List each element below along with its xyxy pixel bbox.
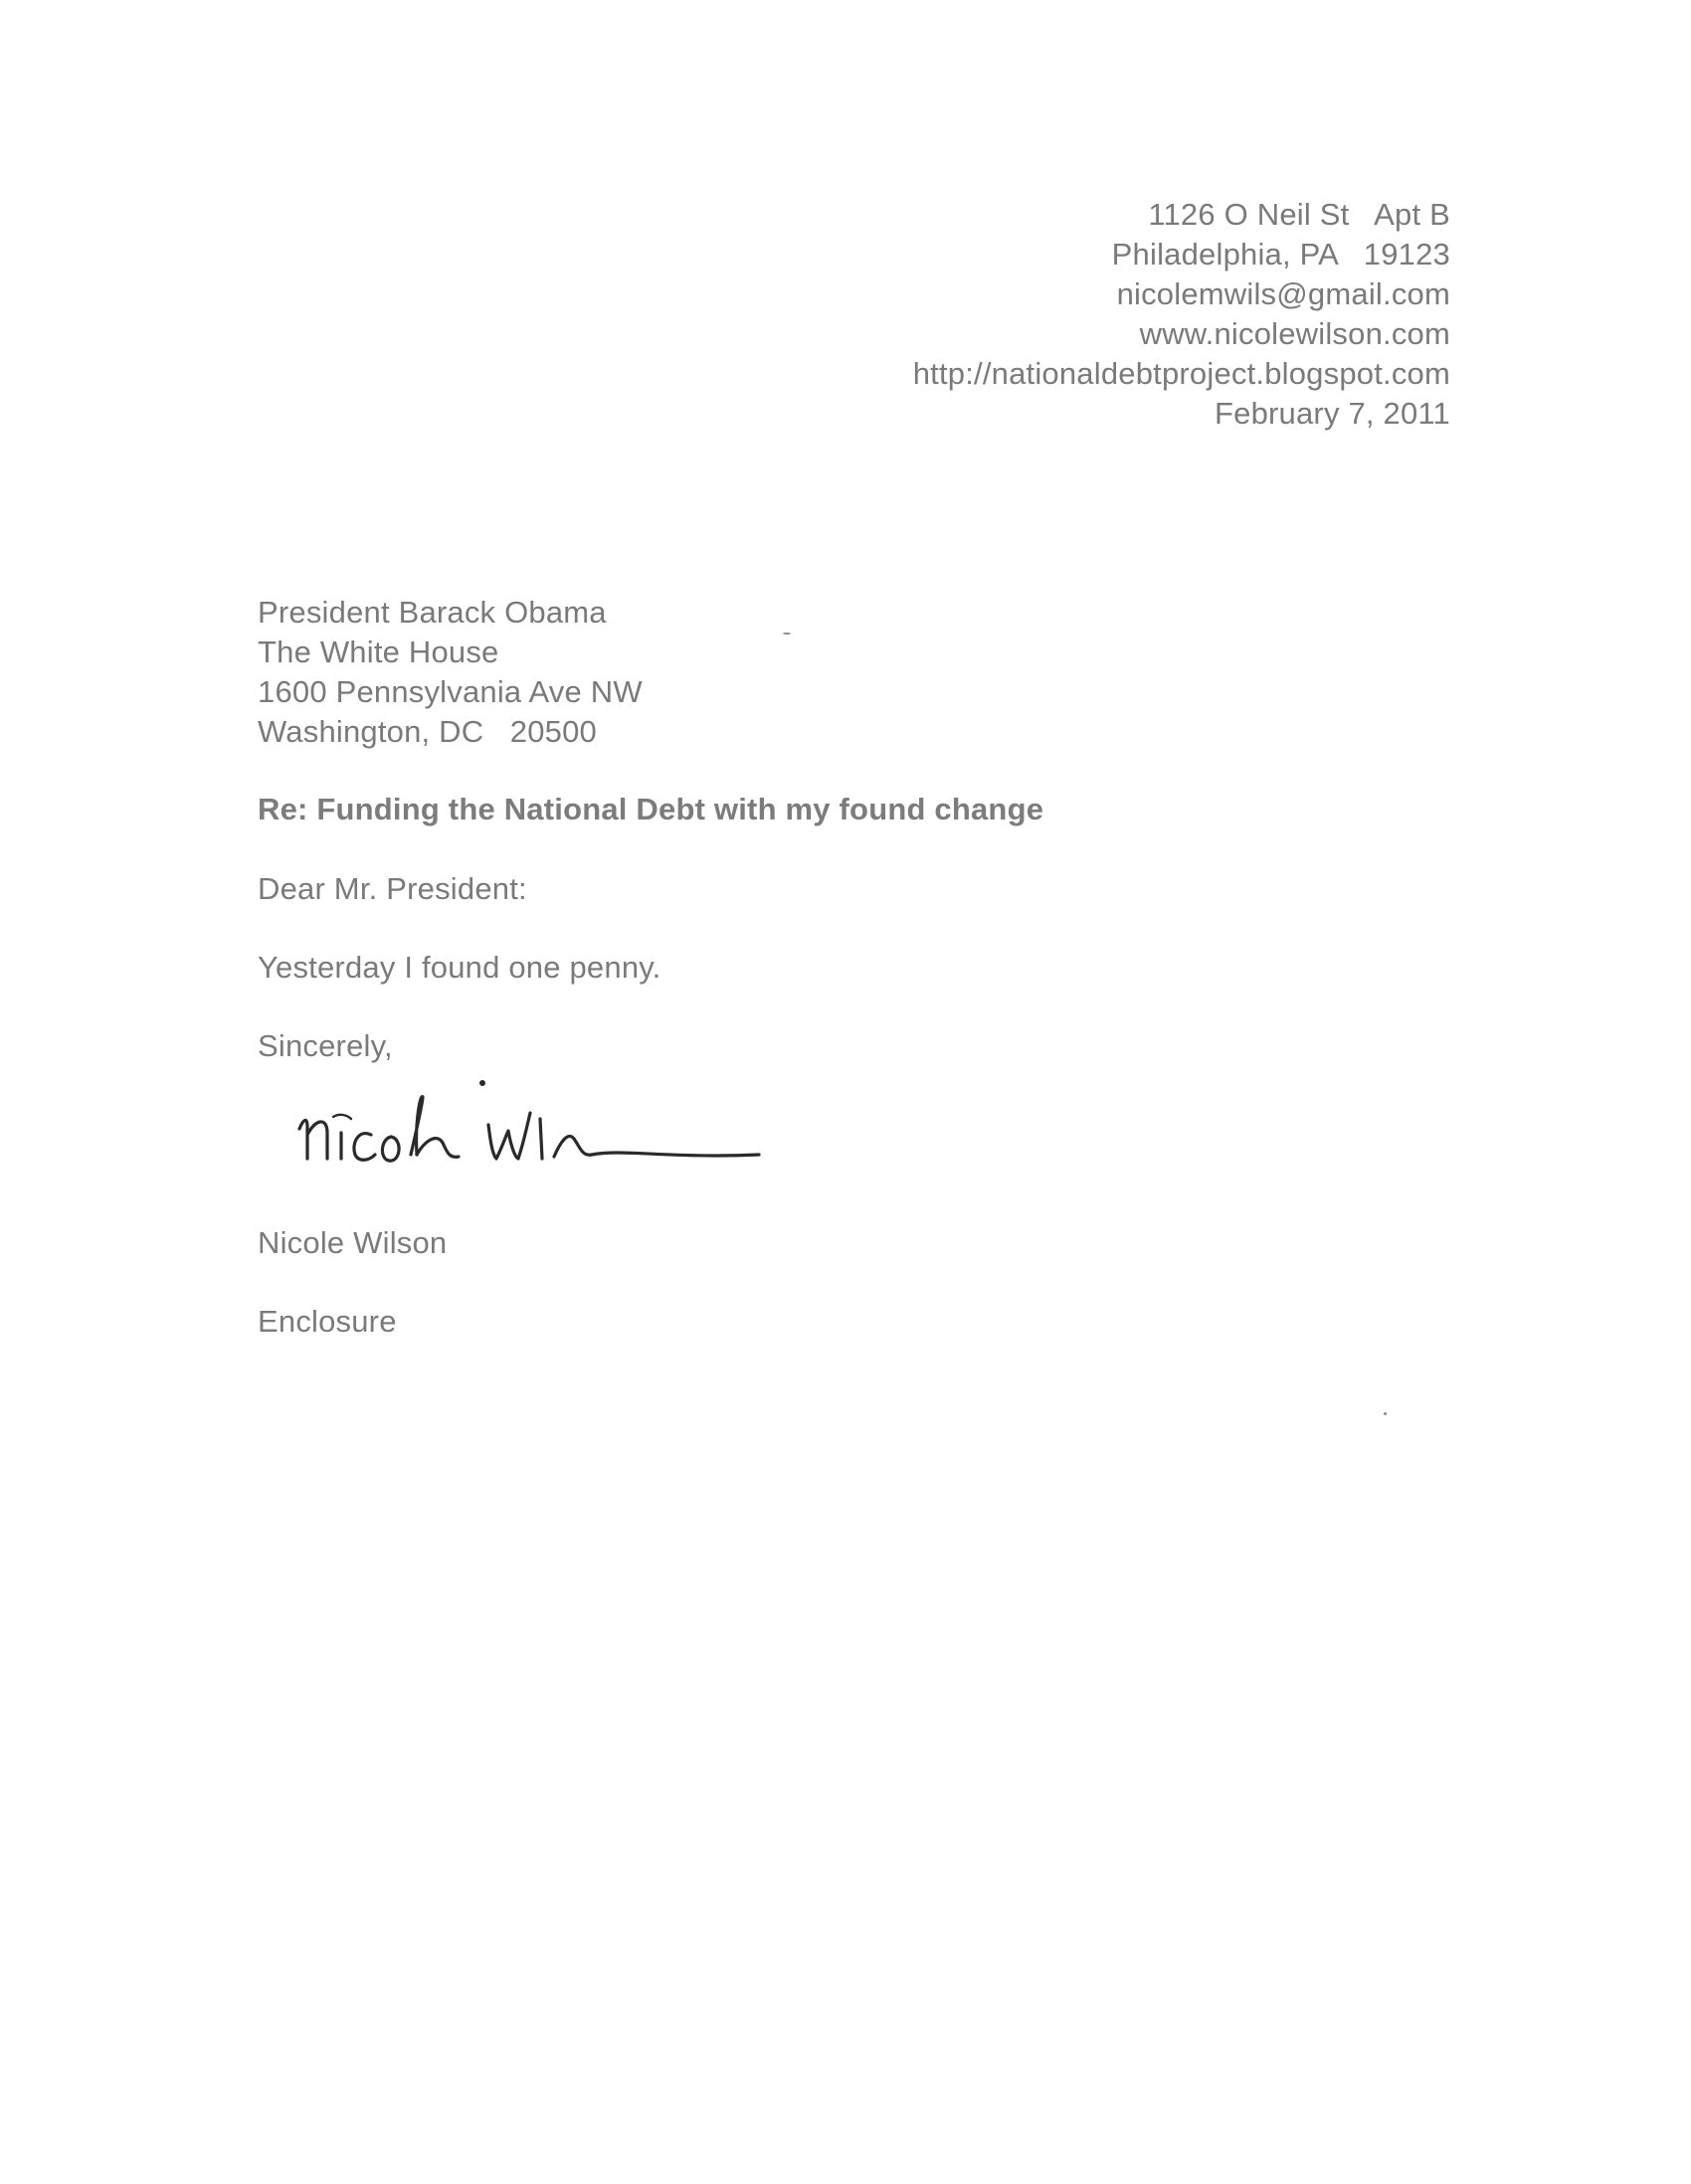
sender-website: www.nicolewilson.com bbox=[1139, 316, 1450, 351]
sender-city: Philadelphia, PA 19123 bbox=[1111, 237, 1450, 272]
scan-speck bbox=[1384, 1412, 1387, 1415]
recipient-street: 1600 Pennsylvania Ave NW bbox=[258, 674, 643, 709]
enclosure-note: Enclosure bbox=[258, 1304, 397, 1339]
recipient-address-block bbox=[258, 593, 643, 752]
recipient-name: President Barack Obama bbox=[258, 595, 607, 630]
sender-blog: http://nationaldebtproject.blogspot.com bbox=[912, 356, 1450, 391]
subject-line: Re: Funding the National Debt with my found change bbox=[258, 792, 1044, 826]
recipient-city: Washington, DC 20500 bbox=[258, 714, 597, 749]
sender-email: nicolemwils@gmail.com bbox=[1116, 276, 1450, 311]
letter-date: February 7, 2011 bbox=[1215, 396, 1450, 431]
sender-street: 1126 O Neil St Apt B bbox=[1148, 197, 1450, 232]
sender-address-block bbox=[913, 195, 1450, 434]
letter-body: Yesterday I found one penny. bbox=[258, 950, 661, 985]
salutation: Dear Mr. President: bbox=[258, 871, 527, 906]
handwritten-signature bbox=[293, 1059, 771, 1188]
recipient-organization: The White House bbox=[258, 635, 499, 669]
signer-name: Nicole Wilson bbox=[258, 1225, 448, 1260]
scan-speck bbox=[783, 633, 791, 635]
closing: Sincerely, bbox=[258, 1028, 393, 1063]
